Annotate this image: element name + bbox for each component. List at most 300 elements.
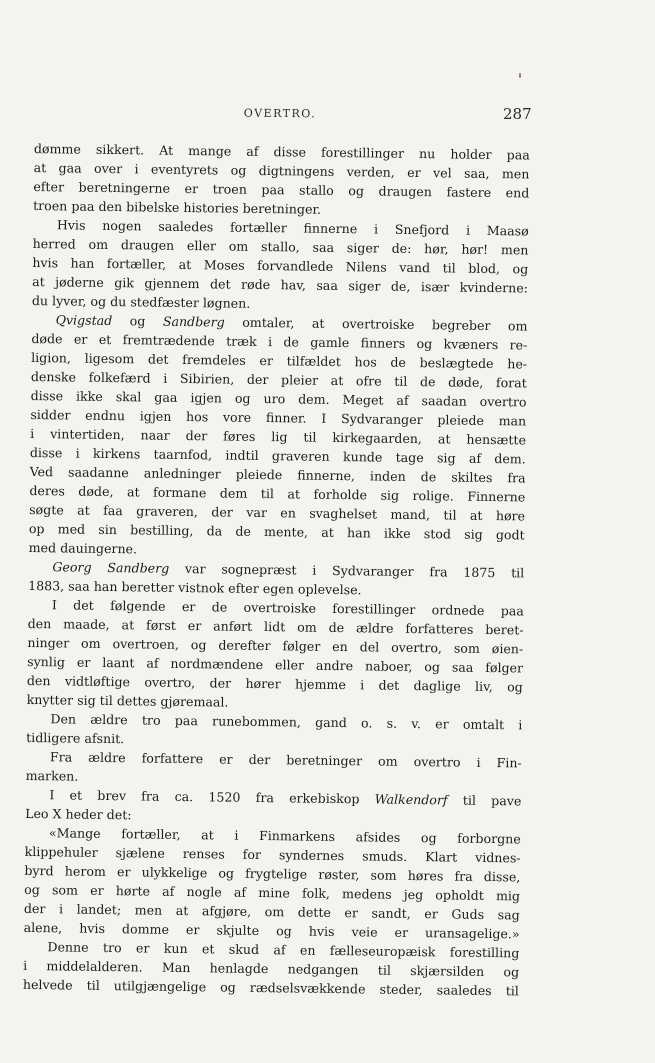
- word: folk,: [301, 885, 331, 901]
- word: er: [219, 751, 233, 767]
- word: fremtrædende: [122, 332, 215, 349]
- word: i: [518, 717, 523, 733]
- word: Fra: [49, 749, 73, 765]
- word: der: [246, 371, 269, 388]
- word: hav,: [280, 277, 307, 293]
- word: nogle: [186, 884, 222, 900]
- word: finnerne,: [297, 467, 356, 484]
- word: Man: [161, 959, 191, 976]
- word: tro: [102, 939, 122, 956]
- running-header: OVERTRO.: [243, 106, 317, 121]
- word: en: [280, 505, 296, 521]
- word: forat: [495, 375, 527, 391]
- word: hører: [245, 675, 281, 692]
- word: Meget: [342, 392, 384, 408]
- word: var: [184, 561, 206, 577]
- word: paa: [500, 603, 524, 619]
- word: overtro,: [391, 639, 443, 656]
- word: vand: [399, 259, 431, 276]
- word: Ved: [29, 463, 54, 480]
- word: ligion,: [31, 349, 72, 366]
- word: søgte: [29, 501, 64, 518]
- word: skjærsilden: [410, 962, 485, 979]
- word: kun: [163, 940, 188, 957]
- word: Denne: [47, 939, 89, 955]
- word: træk: [226, 333, 257, 349]
- word: til: [443, 507, 457, 523]
- word: er: [187, 618, 202, 634]
- word: hvis: [308, 923, 335, 940]
- word: paa: [174, 712, 198, 729]
- word: begreber: [431, 317, 491, 333]
- word: dettes: [116, 693, 157, 709]
- word: af: [162, 883, 175, 899]
- word: 1883,: [28, 577, 65, 594]
- word: egen: [262, 581, 295, 597]
- word: naboer,: [364, 658, 413, 674]
- word: blod,: [468, 260, 501, 277]
- word: nogen: [102, 217, 142, 234]
- word: om: [507, 318, 528, 334]
- word: denske: [30, 368, 77, 385]
- word: af: [468, 450, 482, 466]
- word: ca.: [174, 788, 194, 805]
- word: syndernes: [278, 847, 345, 864]
- word: Finmarkens: [258, 828, 336, 844]
- word: af: [246, 143, 259, 159]
- word: følgende: [110, 598, 166, 614]
- word: disse: [30, 387, 64, 404]
- word: afgjøre,: [201, 903, 252, 919]
- word: forestillinger: [320, 144, 405, 161]
- word: omtalt: [462, 716, 505, 733]
- word: men: [134, 902, 163, 918]
- word: røster,: [318, 866, 360, 883]
- word: hensætte: [466, 431, 527, 448]
- word: s.: [386, 715, 398, 731]
- word: holder: [450, 146, 492, 162]
- word: dømme: [33, 140, 81, 157]
- word: naar: [140, 427, 170, 443]
- word: forholde: [313, 486, 368, 503]
- word: skud: [228, 941, 260, 958]
- word: af: [146, 655, 159, 671]
- word: som: [453, 640, 480, 656]
- word: erkebiskop: [289, 790, 360, 807]
- word: fremdeles: [182, 351, 246, 368]
- word: del: [359, 639, 380, 655]
- word: et: [69, 787, 83, 803]
- word: der: [248, 751, 271, 768]
- word: til: [260, 486, 275, 502]
- word: af: [273, 942, 286, 958]
- word: og: [218, 865, 235, 881]
- word: om: [81, 635, 101, 651]
- word: maade,: [63, 616, 110, 633]
- word: han: [93, 578, 118, 595]
- word: gjennem: [144, 275, 200, 292]
- word: det: [378, 677, 400, 693]
- word: døde: [31, 330, 63, 347]
- word: at: [321, 524, 334, 540]
- word: herred: [32, 235, 76, 252]
- word: gand: [315, 714, 347, 731]
- word: og: [420, 830, 437, 846]
- word: digtningens: [258, 162, 335, 179]
- word: man: [498, 413, 527, 429]
- word: svaghelset: [309, 505, 378, 522]
- word: Qvigstad: [55, 312, 113, 329]
- word: Leo: [25, 805, 49, 822]
- word: pleiede: [437, 412, 485, 428]
- word: at: [33, 159, 47, 176]
- word: efter: [228, 580, 259, 596]
- word: høre: [495, 508, 526, 524]
- word: taarnfod,: [153, 446, 213, 463]
- word: de,: [390, 278, 411, 294]
- word: troen: [212, 181, 247, 197]
- word: brev: [97, 787, 127, 804]
- word: at: [201, 827, 214, 843]
- word: at: [126, 484, 140, 500]
- word: stallo,: [260, 238, 300, 255]
- word: kvinderne:: [459, 279, 529, 296]
- word: er: [135, 940, 150, 956]
- word: pave: [491, 793, 522, 809]
- word: he-: [507, 356, 528, 372]
- word: alene,: [23, 919, 63, 936]
- word: til: [511, 565, 525, 581]
- word: endnu: [85, 407, 126, 424]
- word: ældre: [90, 711, 128, 728]
- word: kvæners: [443, 336, 499, 353]
- word: der: [185, 428, 208, 444]
- word: Maasø: [486, 222, 529, 239]
- word: og: [512, 261, 529, 277]
- word: med: [57, 521, 86, 537]
- word: vore: [222, 409, 252, 425]
- word: de: [419, 374, 436, 390]
- word: tage: [395, 449, 424, 466]
- word: Sydvaranger: [331, 562, 414, 580]
- word: med: [28, 539, 57, 556]
- word: uransagelige.»: [425, 925, 520, 942]
- word: til: [303, 429, 317, 445]
- word: opholdt: [435, 887, 484, 903]
- word: X: [52, 806, 62, 822]
- word: vintertiden,: [50, 426, 125, 443]
- word: domme: [121, 921, 170, 937]
- word: veie: [351, 924, 378, 940]
- word: sidder: [30, 406, 71, 423]
- word: Walkendorf: [374, 791, 448, 808]
- word: som: [370, 867, 397, 883]
- word: andre: [315, 657, 354, 674]
- word: stallo: [299, 182, 334, 198]
- word: at: [311, 315, 325, 331]
- word: daglige: [413, 678, 461, 694]
- word: oplevelse.: [297, 581, 362, 598]
- word: om: [297, 619, 317, 635]
- word: til: [99, 692, 113, 709]
- word: og: [416, 336, 433, 352]
- word: Fin-: [496, 755, 522, 771]
- word: er: [259, 352, 274, 369]
- word: paa: [261, 181, 285, 198]
- word: til: [86, 977, 100, 993]
- word: afsides: [355, 829, 401, 845]
- word: dem: [219, 485, 248, 501]
- word: overtro: [479, 393, 527, 410]
- word: forvandlede: [257, 257, 334, 274]
- word: sognepræst: [221, 561, 297, 578]
- word: nu: [419, 146, 436, 162]
- word: og: [230, 162, 247, 178]
- word: beretninger: [286, 752, 363, 769]
- word: døde,: [448, 374, 484, 390]
- word: graveren: [271, 448, 330, 464]
- word: mand,: [390, 506, 431, 523]
- word: troen: [33, 197, 68, 214]
- word: du: [31, 292, 49, 309]
- word: mig: [495, 888, 521, 904]
- word: saaledes: [158, 218, 214, 235]
- word: du: [110, 294, 127, 310]
- word: om: [264, 904, 285, 920]
- word: saadan: [421, 393, 467, 409]
- word: omtaler,: [242, 314, 295, 331]
- word: ninger: [27, 634, 70, 651]
- word: at: [330, 372, 344, 389]
- word: at: [178, 256, 192, 273]
- word: og: [507, 679, 523, 695]
- word: er: [181, 598, 196, 615]
- word: heder: [65, 806, 103, 822]
- word: han: [346, 525, 371, 541]
- word: nordmændene: [170, 655, 264, 673]
- word: fortæller,: [121, 826, 181, 842]
- word: som: [51, 882, 79, 898]
- word: forestilling: [449, 944, 520, 961]
- word: de: [283, 334, 300, 350]
- word: ofre: [355, 373, 382, 389]
- word: hos: [186, 409, 209, 425]
- word: forfattere: [141, 750, 204, 767]
- word: men: [501, 166, 530, 182]
- word: knytter: [26, 691, 74, 708]
- word: Sibirien,: [179, 370, 235, 387]
- word: eventyrets: [150, 161, 219, 178]
- word: ikke: [75, 388, 103, 404]
- word: henlagde: [209, 960, 269, 977]
- word: liv,: [474, 678, 493, 695]
- word: Sandberg: [162, 313, 225, 330]
- word: Moses: [203, 257, 245, 273]
- word: er: [90, 882, 104, 898]
- word: sikkert.: [95, 141, 145, 158]
- word: hos: [354, 354, 377, 370]
- word: I: [51, 597, 57, 613]
- word: eller: [275, 657, 305, 673]
- word: mente,: [263, 524, 309, 540]
- word: ulykkelige: [141, 864, 208, 881]
- word: de: [235, 523, 251, 539]
- word: det: [209, 276, 231, 292]
- word: et: [98, 331, 112, 348]
- word: jeg: [403, 886, 424, 903]
- word: saa: [312, 239, 335, 255]
- word: og: [220, 979, 236, 995]
- word: fra: [429, 564, 448, 580]
- word: fælleseuropæisk: [329, 942, 436, 960]
- word: smuds.: [362, 848, 408, 864]
- word: middelalderen.: [46, 958, 143, 975]
- word: finners: [360, 335, 406, 351]
- word: sig: [77, 692, 96, 708]
- word: er: [185, 922, 200, 938]
- word: fra: [454, 868, 473, 884]
- word: At: [159, 142, 174, 158]
- word: skjulte: [216, 922, 260, 939]
- word: den: [26, 672, 51, 689]
- word: sag: [497, 907, 520, 923]
- page-number: 287: [503, 105, 532, 123]
- word: byrd: [24, 862, 54, 879]
- word: der: [209, 675, 232, 691]
- word: overtroiske: [243, 599, 317, 616]
- word: anledninger: [143, 465, 221, 482]
- word: høres: [407, 867, 444, 884]
- word: ikke: [383, 525, 411, 541]
- word: sin: [98, 521, 118, 538]
- word: rolige.: [412, 487, 454, 504]
- word: først: [146, 617, 177, 633]
- word: renses: [182, 846, 225, 862]
- word: Georg: [52, 559, 92, 575]
- word: Guds: [451, 906, 485, 922]
- word: nedgangen: [287, 961, 359, 978]
- word: det: [147, 351, 169, 367]
- word: tidligere: [26, 729, 81, 746]
- word: vel: [432, 165, 452, 181]
- word: utilgjængelige: [113, 978, 207, 995]
- word: overtro,: [144, 674, 196, 691]
- word: i: [134, 161, 139, 177]
- word: der: [23, 900, 46, 917]
- word: op: [28, 520, 45, 537]
- word: at: [121, 617, 135, 633]
- word: om: [378, 753, 398, 769]
- word: i: [23, 957, 28, 973]
- word: dem.: [298, 391, 330, 407]
- word: lig: [271, 429, 288, 445]
- word: og: [129, 313, 146, 329]
- word: forfatteres: [405, 620, 474, 637]
- word: Hvis: [56, 217, 86, 233]
- word: draugen: [120, 237, 175, 253]
- word: lidt: [264, 619, 286, 635]
- word: følger: [485, 659, 524, 676]
- word: vidnes-: [475, 849, 521, 866]
- word: sandt,: [371, 905, 411, 921]
- word: over: [93, 160, 123, 177]
- word: herom: [64, 863, 107, 880]
- word: landet;: [76, 901, 122, 918]
- word: saa: [316, 277, 338, 293]
- word: 1875: [463, 564, 496, 581]
- word: runebommen,: [212, 713, 302, 730]
- word: overtroiske: [341, 316, 415, 332]
- word: marken.: [25, 767, 79, 784]
- word: ligesom: [84, 350, 135, 367]
- word: dauingerne.: [60, 540, 138, 557]
- word: ordnede: [431, 602, 485, 618]
- word: gamle: [310, 334, 350, 351]
- word: især: [420, 279, 450, 295]
- word: beret-: [485, 621, 524, 638]
- word: er: [76, 654, 91, 670]
- word: de: [420, 469, 437, 485]
- word: sig: [380, 487, 400, 503]
- body-text: [23, 139, 530, 1000]
- word: er: [435, 716, 449, 732]
- word: hørte: [115, 883, 151, 899]
- word: gjøremaal.: [160, 693, 229, 710]
- word: i: [373, 221, 379, 237]
- word: Den: [50, 711, 77, 727]
- word: kunde: [342, 449, 383, 465]
- paper-speck: [519, 73, 521, 78]
- word: føres: [223, 428, 256, 444]
- word: at: [32, 273, 45, 290]
- word: i: [75, 445, 80, 461]
- word: pleiede: [235, 466, 283, 483]
- word: en: [332, 638, 348, 655]
- word: disse: [273, 144, 307, 160]
- word: den: [27, 615, 52, 632]
- word: var: [246, 504, 268, 521]
- word: i: [163, 370, 168, 386]
- word: disse: [29, 444, 63, 461]
- word: mange: [188, 143, 232, 159]
- word: saadanne: [67, 464, 129, 481]
- word: er: [407, 164, 421, 181]
- word: de:: [391, 240, 412, 256]
- word: løgnen.: [202, 295, 251, 311]
- word: stod: [423, 526, 452, 542]
- word: de: [211, 599, 228, 615]
- word: og: [190, 637, 207, 653]
- word: tilfældet: [286, 353, 341, 370]
- word: øien-: [491, 641, 524, 657]
- word: Sydvaranger: [340, 411, 423, 428]
- word: hør,: [424, 241, 449, 257]
- word: et: [201, 941, 215, 957]
- word: til: [377, 962, 392, 978]
- word: at: [175, 902, 189, 919]
- word: fastere: [446, 184, 492, 200]
- word: kirkegaarden,: [332, 429, 423, 447]
- word: afsnit.: [84, 730, 125, 747]
- word: men: [500, 242, 529, 258]
- word: dette: [297, 904, 332, 920]
- word: til: [442, 260, 456, 276]
- word: kirkens: [92, 445, 141, 462]
- word: mine: [258, 885, 290, 901]
- word: er: [394, 924, 409, 940]
- word: sig: [464, 526, 483, 542]
- word: forestillinger: [332, 600, 416, 618]
